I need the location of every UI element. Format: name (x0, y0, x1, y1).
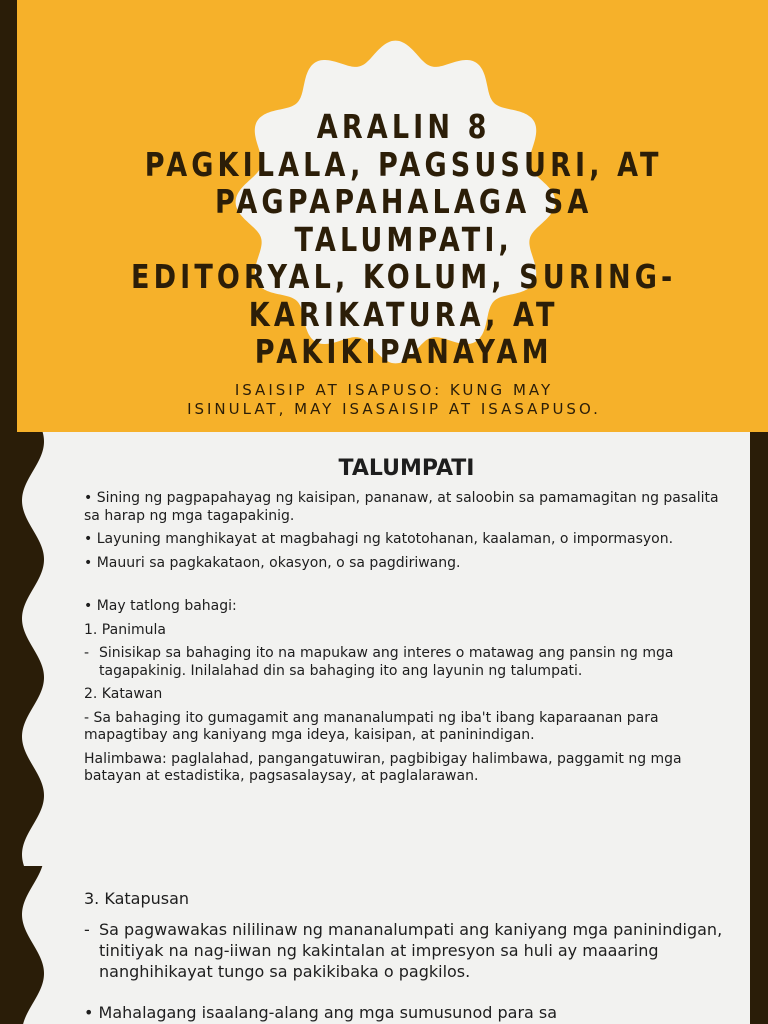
dash-text: Sinisikap sa bahaging ito na mapukaw ang interes o matawag ang pansin ng mga tagapakinig. Inilalahad din sa bahaging ito ang layunin ng talumpati. (99, 645, 674, 679)
katapusan-slide (0, 866, 768, 1024)
slide-content (84, 888, 724, 1024)
bullet-item: • Mahalagang isaalang-alang ang mga sumusunod para sa (84, 1003, 558, 1022)
dash-item (84, 645, 724, 680)
example-text: Halimbawa: paglalahad, pangangatuwiran, pagbibigay halimbawa, paggamit ng mga batayan at estadistika, pagsasalaysay, at paglalarawan. (84, 750, 682, 784)
title-line: PAGPAPAHALAGA SA TALUMPATI, (214, 182, 593, 259)
slide-heading: TALUMPATI (338, 456, 475, 481)
slide-content (84, 456, 724, 792)
title-line: KARIKATURA, AT PAKIKIPANAYAM (248, 294, 559, 371)
title-line: EDITORYAL, KOLUM, SURING- (131, 257, 677, 296)
dash-text: Sa pagwawakas nililinaw ng mananalumpati ang kaniyang mga paninindigan, tinitiyak na nag-iiwan ng kakintalan at impresyon sa huli ay maaaring nanghihikayat tungo sa pakikibaka o pagkilos. (99, 920, 723, 981)
bullet-item: • May tatlong bahagi: (84, 598, 237, 614)
subtitle-line: ISINULAT, MAY ISASAISIP AT ISASAPUSO. (187, 400, 601, 418)
bullet-item: • Sining ng pagpapahayag ng kaisipan, pananaw, at saloobin sa pamamagitan ng pasalita sa harap ng mga tagapakinig. (84, 490, 719, 524)
subtitle-line: ISAISIP AT ISAPUSO: KUNG MAY (234, 381, 554, 399)
title-line: ARALIN 8 (316, 107, 491, 146)
title-line: PAGKILALA, PAGSUSURI, AT (144, 144, 663, 184)
part-text: - Sa bahaging ito gumagamit ang mananalumpati ng iba't ibang kaparaanan para mapagtibay ang kaniyang mga ideya, kaisipan, at paninindigan. (84, 709, 659, 743)
title-slide (0, 0, 768, 432)
talumpati-slide (0, 432, 768, 866)
left-accent-bar (0, 0, 17, 432)
slide-title (101, 108, 706, 371)
dash-marker: - (84, 920, 90, 939)
slide-subtitle (20, 381, 768, 419)
bullet-item: • Mauuri sa pagkakataon, okasyon, o sa pagdiriwang. (84, 554, 461, 571)
bullet-item: • Layuning manghikayat at magbahagi ng katotohanan, kaalaman, o impormasyon. (84, 531, 674, 547)
dash-item (84, 919, 724, 982)
part-title: 2. Katawan (84, 686, 163, 702)
dash-marker: - (84, 645, 90, 661)
part-title: 1. Panimula (84, 621, 166, 638)
part-title: 3. Katapusan (84, 889, 190, 908)
